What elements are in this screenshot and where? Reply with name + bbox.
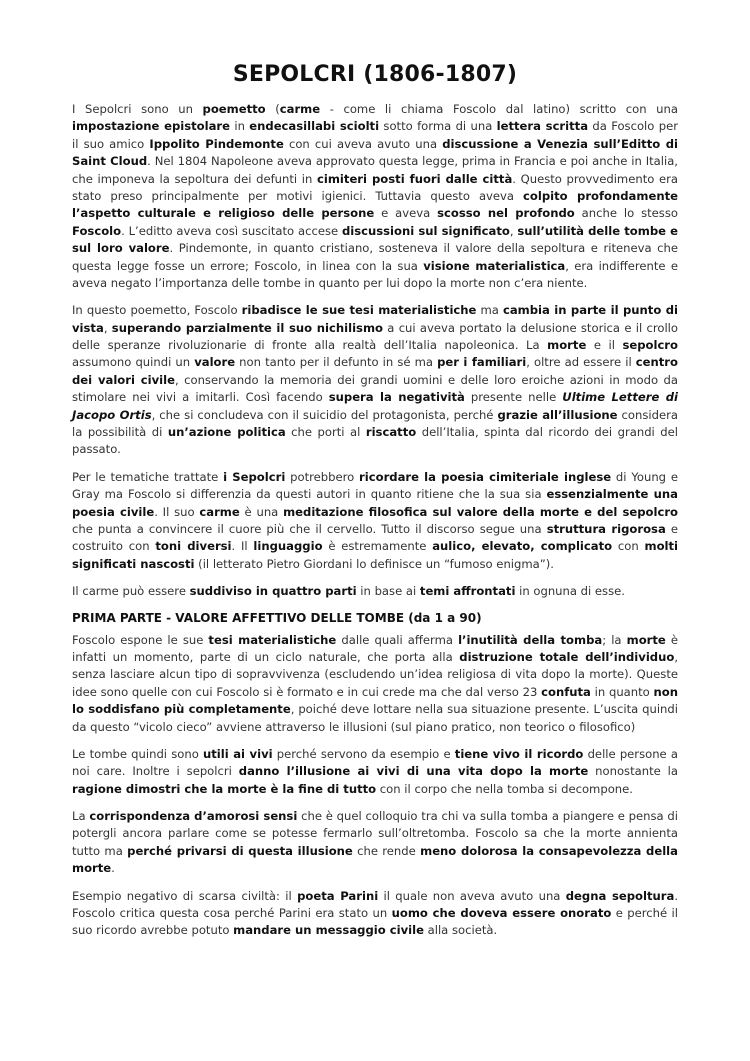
emphasis-text: colpito profondamente l’aspetto culturale e religioso delle persone: [72, 188, 678, 221]
emphasis-text: uomo che doveva essere onorato: [391, 906, 612, 921]
body-text: Esempio negativo di scarsa civiltà: il: [72, 888, 298, 903]
body-text: , che si concludeva con il suicidio del protagonista, perché: [151, 407, 498, 422]
body-text: di Young e Gray ma Foscolo si differenzia da questi autori in quanto ritiene che la sua sia: [72, 469, 678, 502]
paragraph: [72, 746, 678, 798]
emphasis-text: supera la negatività: [328, 390, 465, 405]
body-text: . Pindemonte, in quanto cristiano, sosteneva il valore della sepoltura e riteneva che questa legge fosse un errore; Foscolo, in linea con la sua: [72, 241, 678, 273]
emphasis-text: tesi materialistiche: [208, 632, 337, 647]
body-text: (: [265, 102, 280, 116]
body-text: che punta a convincere il cuore più che il cervello. Tutto il discorso segue una: [72, 521, 547, 536]
emphasis-text: riscatto: [365, 425, 417, 440]
paragraph: [72, 808, 678, 878]
body-text: e aveva: [374, 206, 438, 221]
body-text: . Il: [231, 539, 254, 554]
emphasis-text: mandare un messaggio civile: [233, 923, 424, 938]
emphasis-text: impostazione epistolare: [72, 119, 231, 134]
emphasis-text: danno l’illusione ai vivi di una vita dopo la morte: [238, 764, 589, 779]
body-text: da Foscolo per il suo amico: [72, 119, 678, 151]
body-text: è una: [239, 504, 284, 519]
body-text: con: [612, 539, 645, 554]
emphasis-text: per i familiari: [437, 355, 527, 370]
emphasis-text: meditazione filosofica sul valore della morte e del sepolcro: [283, 504, 678, 519]
body-text: sotto forma di una: [379, 119, 497, 134]
emphasis-text: struttura rigorosa: [546, 521, 666, 536]
emphasis-text: degna sepoltura: [565, 888, 675, 903]
paragraph: [72, 469, 678, 573]
body-text: in base ai: [356, 584, 420, 599]
body-text: il quale non aveva avuto una: [378, 888, 566, 903]
body-text: con cui aveva avuto una: [283, 136, 443, 151]
emphasis-text: l’inutilità della tomba: [458, 632, 603, 647]
body-text: La: [72, 809, 90, 824]
body-text: è infatti un momento, parte di un ciclo naturale, che porta alla: [72, 632, 678, 664]
body-text: che porti al: [285, 425, 366, 440]
emphasis-text: visione materialistica: [423, 258, 566, 273]
body-text: , poiché deve lottare nella sua situazione presente. L’uscita quindi da questo “vicolo cieco” avviene attraverso le illusioni (sul piano pratico, non teorico o filosofico): [72, 702, 678, 734]
emphasis-text: toni diversi: [155, 539, 232, 554]
body-text: delle persone a noi care. Inoltre i sepolcri: [72, 746, 678, 779]
body-text: . Questo provvedimento era stato preso principalmente per motivi igienici. Tuttavia questo aveva: [72, 171, 678, 203]
emphasis-text: ribadisce le sue tesi materialistiche: [241, 303, 477, 318]
body-text: I Sepolcri sono un: [72, 102, 203, 116]
body-text: considera la possibilità di: [72, 407, 678, 440]
section-heading-range: (da 1 a 90): [404, 610, 482, 625]
emphasis-text: molti significati nascosti: [72, 539, 679, 571]
body-text: . Foscolo critica questa cosa perché Parini era stato un: [72, 888, 678, 921]
body-text: , era indifferente e aveva negato l’importanza delle tombe in quanto per lui dopo la morte non c’era niente.: [72, 258, 678, 290]
body-text: ,: [509, 223, 518, 238]
emphasis-text: discussioni sul significato: [341, 223, 510, 238]
emphasis-text: aulico, elevato, complicato: [432, 539, 613, 554]
body-text: a cui aveva portato la delusione storica e il crollo delle speranze rivoluzionarie di fronte alla realtà dell’Italia napoleonica. La: [72, 320, 678, 353]
emphasis-text: valore: [194, 355, 236, 370]
emphasis-text: poemetto: [202, 102, 266, 116]
body-text: non tanto per il defunto in sé ma: [235, 355, 438, 370]
body-text: assumono quindi un: [72, 355, 195, 370]
body-text: in ognuna di esse.: [515, 584, 625, 599]
section-heading: [72, 611, 678, 625]
body-text: che rende: [352, 843, 421, 858]
emphasis-text: ragione dimostri che la morte è la fine di tutto: [72, 781, 377, 796]
emphasis-text: carme: [199, 504, 240, 519]
emphasis-text: Foscolo: [72, 223, 122, 238]
emphasis-text: grazie all’illusione: [497, 407, 618, 422]
body-text: Il carme può essere: [72, 584, 190, 599]
emphasis-text: sepolcro: [622, 338, 678, 353]
body-text: , conservando la memoria dei grandi uomini e delle loro eroiche azioni in modo da stimolare nei vivi a imitarli. Così facendo: [72, 372, 678, 405]
emphasis-text: distruzione totale dell’individuo: [459, 649, 675, 664]
emphasis-text: lettera scritta: [496, 119, 589, 134]
page-title: SEPOLCRI (1806-1807): [232, 62, 518, 87]
body-text: potrebbero: [285, 469, 360, 484]
body-text: nonostante la: [588, 764, 679, 779]
italic-bold-text: Ultime Lettere di Jacopo Ortis: [72, 390, 678, 422]
body-text: che è quel colloquio tra chi va sulla tomba a piangere e pensa di potergli ancora parlare come se potesse fermarlo sull’oltretomba. Foscolo sa che la morte annienta tutto ma: [72, 809, 679, 858]
body-text: in: [230, 119, 250, 134]
body-text: Le tombe quindi sono: [72, 746, 203, 761]
emphasis-text: sull’utilità delle tombe e sul loro valore: [72, 223, 679, 256]
emphasis-text: morte: [626, 632, 666, 647]
body-text: e perché il suo ricordo avrebbe potuto: [72, 906, 678, 938]
emphasis-text: essenzialmente una poesia civile: [72, 487, 678, 519]
emphasis-text: confuta: [541, 684, 591, 699]
body-text: dell’Italia, spinta dal ricordo dei grandi del passato.: [72, 425, 678, 457]
body-text: . L’editto aveva così suscitato accese: [121, 223, 342, 238]
emphasis-text: i Sepolcri: [223, 469, 286, 484]
section-heading-bold: PRIMA PARTE - VALORE AFFETTIVO DELLE TOMBE: [72, 610, 405, 625]
emphasis-text: suddiviso in quattro parti: [189, 584, 357, 599]
first-part-section: [72, 632, 678, 940]
body-text: in quanto: [590, 684, 654, 699]
body-text: , oltre ad essere il: [526, 355, 636, 370]
intro-section: [72, 101, 678, 601]
body-text: In questo poemetto, Foscolo: [72, 303, 242, 318]
body-text: presente nelle: [464, 390, 563, 405]
body-text: ; la: [602, 632, 627, 647]
emphasis-text: endecasillabi sciolti: [249, 119, 380, 134]
emphasis-text: corrispondenza d’amorosi sensi: [89, 809, 298, 824]
emphasis-text: tiene vivo il ricordo: [454, 746, 584, 761]
emphasis-text: scosso nel profondo: [437, 206, 575, 221]
paragraph: [72, 888, 678, 940]
emphasis-text: un’azione politica: [167, 425, 286, 440]
emphasis-text: morte: [547, 338, 587, 353]
emphasis-text: utili ai vivi: [202, 746, 273, 761]
paragraph: [72, 632, 678, 736]
body-text: - come li chiama Foscolo dal latino) scritto con una: [320, 102, 678, 116]
body-text: perché servono da esempio e: [272, 746, 455, 761]
body-text: .: [111, 861, 115, 876]
emphasis-text: centro dei valori civile: [72, 355, 678, 387]
body-text: ma: [476, 303, 503, 318]
body-text: , senza lasciare alcun tipo di sopravvivenza (escludendo un’idea religiosa di vita dopo la morte). Queste idee sono quelle con cui Foscolo si è formato e in cui crede ma che dal verso 23: [72, 649, 678, 699]
emphasis-text: linguaggio: [253, 539, 323, 554]
body-text: Foscolo espone le sue: [72, 632, 209, 647]
body-text: alla società.: [423, 923, 498, 938]
body-text: con il corpo che nella tomba si decompone.: [376, 781, 633, 796]
emphasis-text: non lo soddisfano più completamente: [72, 684, 678, 717]
paragraph: [72, 101, 678, 292]
emphasis-text: temi affrontati: [419, 584, 516, 599]
emphasis-text: ricordare la poesia cimiteriale inglese: [359, 469, 612, 484]
body-text: (il letterato Pietro Giordani lo definisce un “fumoso enigma”).: [194, 556, 554, 571]
paragraph: [72, 583, 678, 600]
emphasis-text: carme: [279, 102, 321, 116]
body-text: ,: [103, 320, 112, 335]
emphasis-text: perché privarsi di questa illusione: [127, 843, 353, 858]
body-text: e il: [586, 338, 623, 353]
emphasis-text: superando parzialmente il suo nichilismo: [111, 320, 383, 335]
body-text: . Nel 1804 Napoleone aveva approvato questa legge, prima in Francia e poi anche in Italia, che imponeva la sepoltura dei defunti in: [72, 154, 678, 186]
emphasis-text: cimiteri posti fuori dalle città: [317, 171, 513, 186]
emphasis-text: poeta Parini: [297, 888, 379, 903]
body-text: anche lo stesso: [574, 206, 678, 221]
emphasis-text: discussione a Venezia sull’Editto di Saint Cloud: [72, 136, 678, 169]
emphasis-text: Ippolito Pindemonte: [149, 136, 284, 151]
emphasis-text: cambia in parte il punto di vista: [72, 303, 678, 335]
body-text: . Il suo: [154, 504, 200, 519]
body-text: dalle quali afferma: [336, 632, 459, 647]
body-text: e costruito con: [72, 521, 678, 554]
body-text: è estremamente: [322, 539, 433, 554]
paragraph: [72, 302, 678, 459]
emphasis-text: meno dolorosa la consapevolezza della morte: [72, 843, 678, 876]
body-text: Per le tematiche trattate: [72, 469, 224, 484]
